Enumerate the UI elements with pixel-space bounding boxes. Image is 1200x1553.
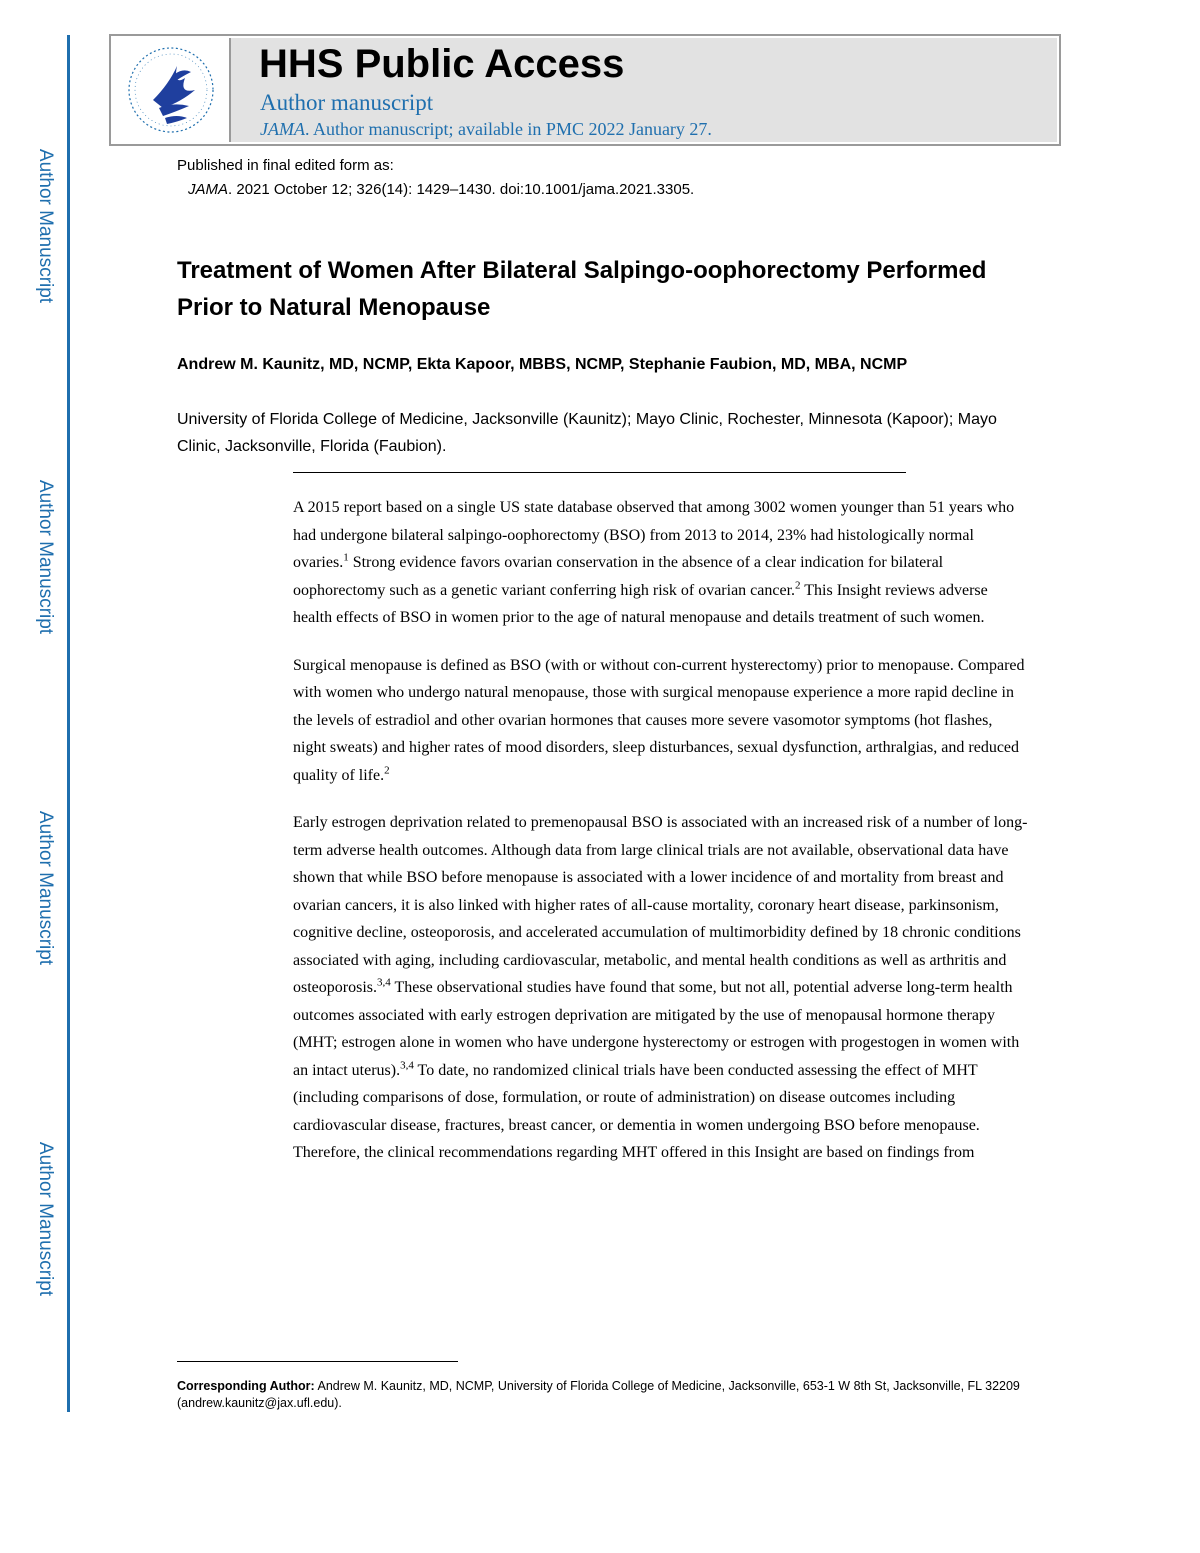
footnote-label: Corresponding Author: [177, 1379, 315, 1393]
sidebar-rule [67, 35, 70, 1412]
footnote-divider [177, 1361, 458, 1362]
side-label-4: Author Manuscript [35, 1141, 56, 1297]
article-title: Treatment of Women After Bilateral Salpingo-oophorectomy Performed Prior to Natural Menopause [177, 257, 987, 321]
corresponding-author-footnote: Corresponding Author: Andrew M. Kaunitz, MD, NCMP, University of Florida College of Medicine, Jacksonville, 653-1 W 8th St, Jacksonville, FL 32209 (andrew.kaunitz@jax.ufl.edu). [177, 1379, 1020, 1410]
citation: JAMA. 2021 October 12; 326(14): 1429–1430. doi:10.1001/jama.2021.3305. [188, 181, 695, 198]
hhs-logo [113, 38, 231, 142]
paragraph-1: A 2015 report based on a single US state database observed that among 3002 women younger than 51 years who had undergone bilateral salpingo-oophorectomy (BSO) from 2013 to 2014, 23% had histologically normal ovaries.$^1$ Strong evidence favors ovarian conservation in the absence of a clear indication for bilateral oophorectomy such as a genetic variant conferring high risk of ovarian cancer.$^2$ This Insight reviews adverse health effects of BSO in women prior to the age of natural menopause and details treatment of such women. [293, 499, 1015, 626]
article-body [293, 494, 1029, 1187]
journal-name: JAMA [260, 119, 305, 139]
hhs-title: HHS Public Access [259, 42, 625, 86]
side-label-3: Author Manuscript [35, 810, 56, 966]
availability-line: JAMA. Author manuscript; available in PMC 2022 January 27. [260, 119, 712, 139]
citation-ref[interactable]: 1 [343, 551, 349, 564]
affiliations: University of Florida College of Medicine, Jacksonville (Kaunitz); Mayo Clinic, Rochester, Minnesota (Kapoor); Mayo Clinic, Jacksonville, Florida (Faubion). [177, 411, 997, 455]
citation-journal: JAMA [188, 181, 229, 198]
side-label-2: Author Manuscript [35, 479, 56, 635]
citation-ref[interactable]: 2 [795, 579, 801, 592]
citation-ref[interactable]: 2 [384, 764, 390, 777]
author-list: Andrew M. Kaunitz, MD, NCMP, Ekta Kapoor, MBBS, NCMP, Stephanie Faubion, MD, MBA, NCMP [177, 356, 908, 373]
citation-ref[interactable]: 3,4 [377, 976, 391, 989]
paragraph-2: Surgical menopause is defined as BSO (with or without con-current hysterectomy) prior to menopause. Compared with women who undergo natural menopause, those with surgical menopause experience a more rapid decline in the levels of estradiol and other ovarian hormones that causes more severe vasomotor symptoms (hot flashes, night sweats) and higher rates of mood disorders, sleep disturbances, sexual dysfunction, arthralgias, and reduced quality of life.$^2$ [293, 656, 1025, 784]
published-label: Published in final edited form as: [177, 157, 394, 174]
side-label-1: Author Manuscript [35, 148, 56, 304]
hhs-eagle-seal-icon [113, 38, 229, 142]
manuscript-type: Author manuscript [260, 90, 434, 115]
paragraph-3: Early estrogen deprivation related to premenopausal BSO is associated with an increased risk of a number of long-term adverse health outcomes. Although data from large clinical trials are not available, observational data have shown that while BSO before menopause is associated with a lower incidence of and mortality from breast and ovarian cancers, it is also linked with higher rates of all-cause mortality, coronary heart disease, parkinsonism, cognitive decline, osteoporosis, and accelerated accumulation of multimorbidity defined by 18 chronic conditions associated with aging, including cardiovascular, metabolic, and mental health conditions as well as arthritis and osteoporosis.$^{3,4}$ These observational studies have found that some, but not all, potential adverse long-term health outcomes associated with early estrogen deprivation are mitigated by the use of menopausal hormone therapy (MHT; estrogen alone in women who have undergone hysterectomy or estrogen with progestogen in women with an intact uterus).$^{3,4}$ To date, no randomized clinical trials have been conducted assessing the effect of MHT (including comparisons of dose, formulation, or route of administration) on disease outcomes including cardiovascular disease, fractures, breast cancer, or dementia in women undergoing BSO before menopause. Therefore, the clinical recommendations regarding MHT offered in this Insight are based on findings from [293, 814, 1028, 1161]
header-panel [231, 38, 1057, 142]
hhs-header [109, 34, 1061, 146]
section-divider [293, 472, 906, 473]
citation-ref[interactable]: 3,4 [400, 1059, 414, 1072]
